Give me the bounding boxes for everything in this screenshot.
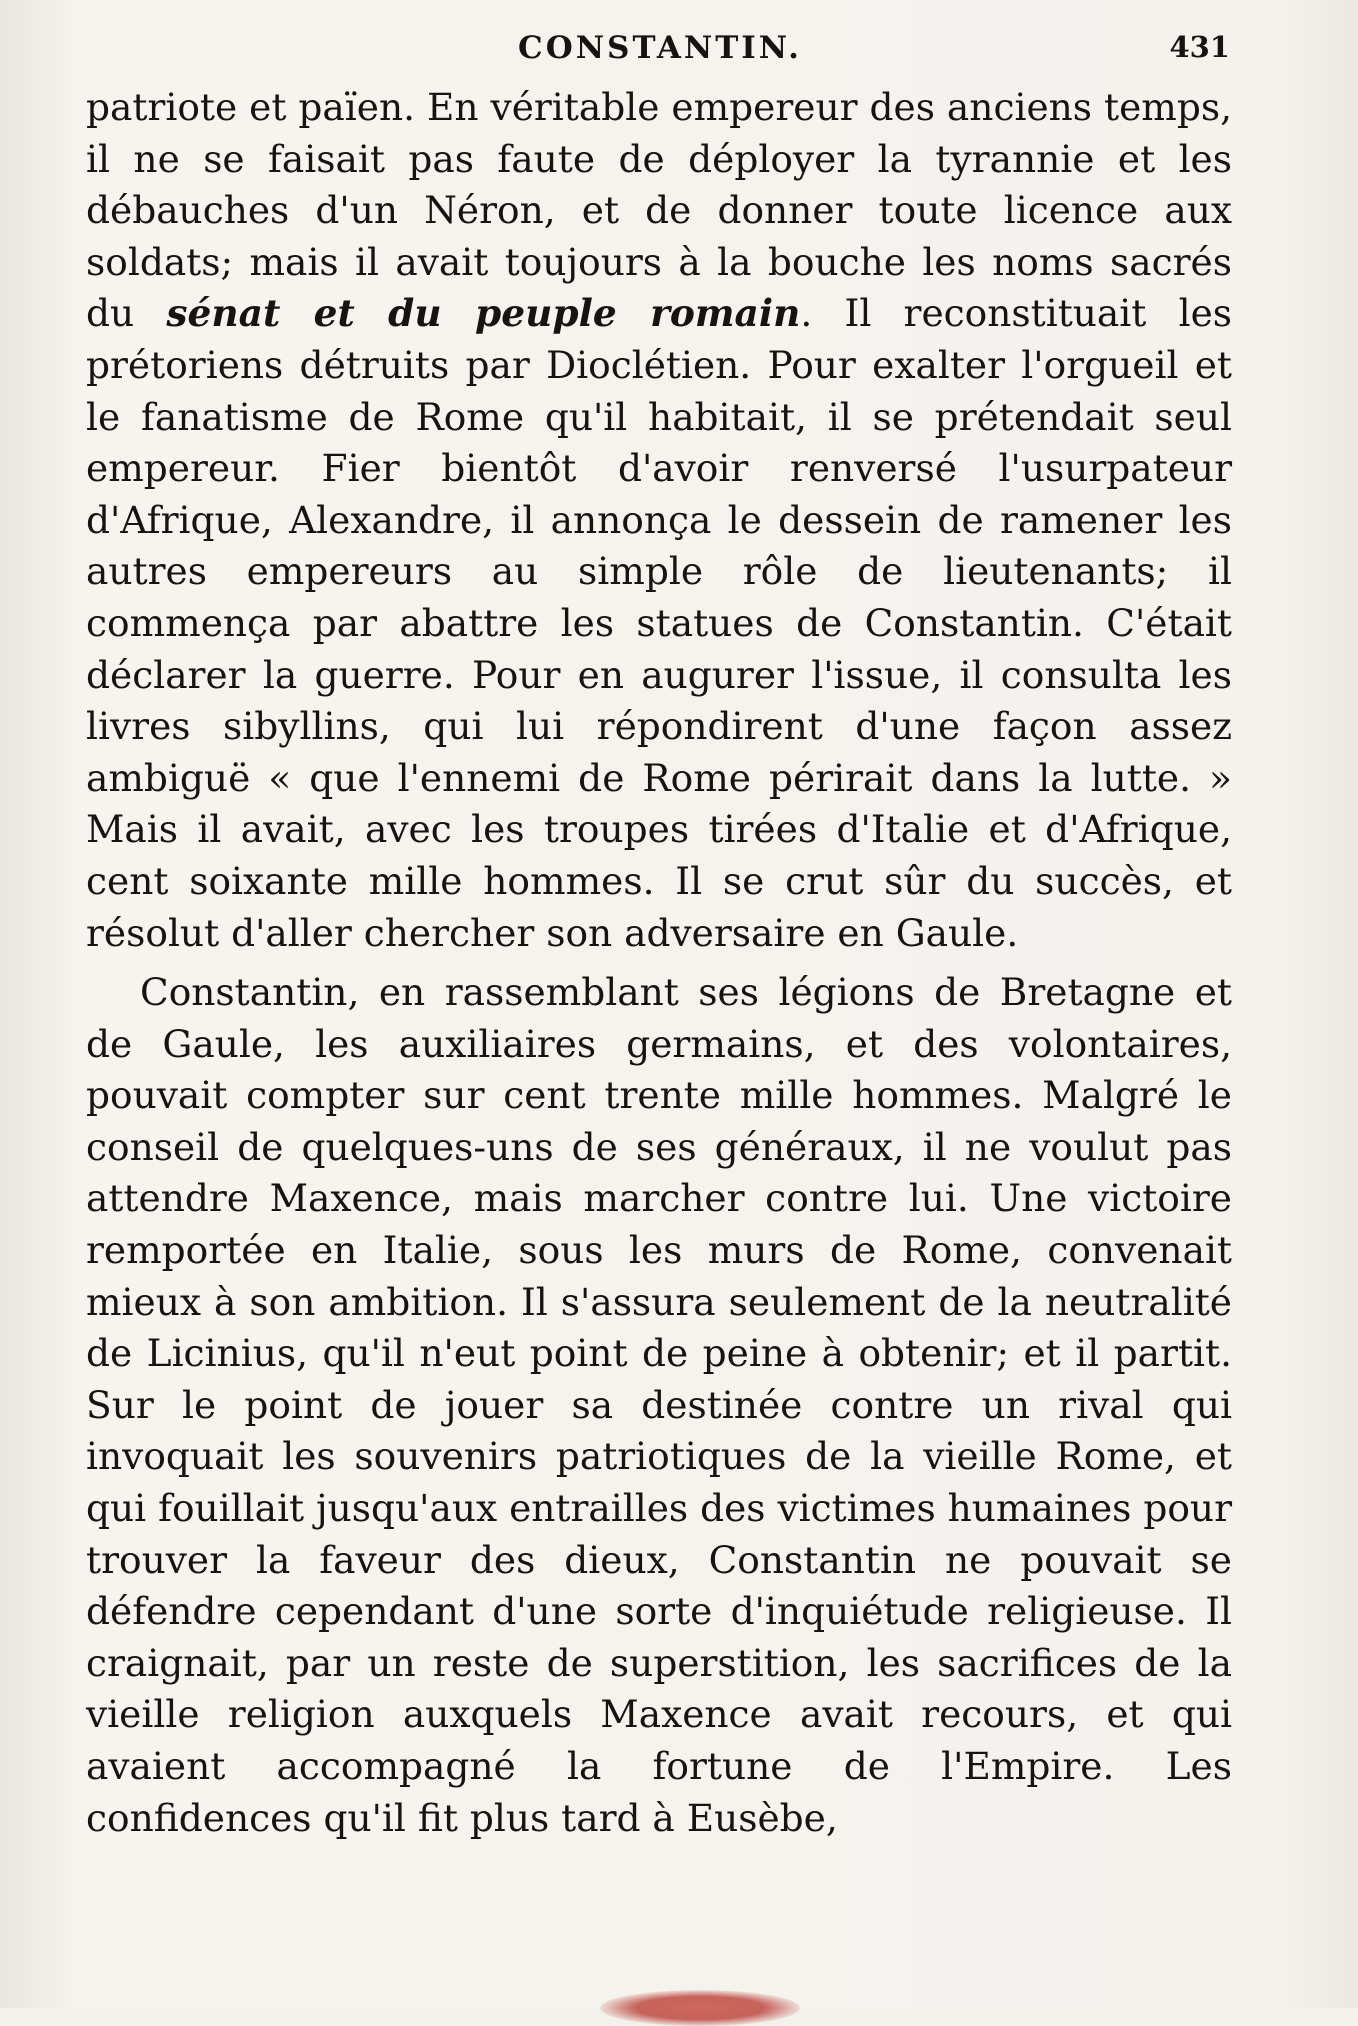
paragraph-1-text-start: patriote et païen. En véritable empereur des anciens temps, il ne se faisait pas faute de déployer la tyrannie et les débauches d'un Néron, et de donner toute licence aux soldats; mais il avait toujours à la bouche les noms sacrés du bbox=[86, 85, 1232, 336]
paragraph-1-text-end: . Il reconstituait les prétoriens détruits par Dioclétien. Pour exalter l'orgueil et le fanatisme de Rome qu'il habitait, il se prétendait seul empereur. Fier bientôt d'avoir renversé l'usurpateur d'Afrique, Alexandre, il annonça le dessein de ramener les autres empereurs au simple rôle de lieutenants; il commença par abattre les statues de Constantin. C'était déclarer la guerre. Pour en augurer l'issue, il consulta les livres sibyllins, qui lui répondirent d'une façon assez ambiguë « que l'ennemi de Rome périrait dans la lutte. » Mais il avait, avec les troupes tirées d'Italie et d'Afrique, cent soixante mille hommes. Il se crut sûr du succès, et résolut d'aller chercher son adversaire en Gaule. bbox=[86, 291, 1233, 955]
paragraph-2: Constantin, en rassemblant ses légions de Bretagne et de Gaule, les auxiliaires germains, et des volontaires, pouvait compter sur cent trente mille hommes. Malgré le conseil de quelques-uns de ses généraux, il ne voulut pas attendre Maxence, mais marcher contre lui. Une victoire remportée en Italie, sous les murs de Rome, convenait mieux à son ambition. Il s'assura seulement de la neutralité de Licinius, qu'il n'eut point de peine à obtenir; et il partit. Sur le point de jouer sa destinée contre un rival qui invoquait les souvenirs patriotiques de la vieille Rome, et qui fouillait jusqu'aux entrailles des victimes humaines pour trouver la faveur des dieux, Constantin ne pouvait se défendre cependant d'une sorte d'inquiétude religieuse. Il craignait, par un reste de superstition, les sacrifices de la vieille religion auxquels Maxence avait recours, et qui avaient accompagné la fortune de l'Empire. Les confidences qu'il fit plus tard à Eusèbe, bbox=[86, 970, 1233, 1840]
body-text bbox=[86, 82, 1232, 1844]
italic-phrase: sénat et du peuple romain bbox=[166, 291, 801, 336]
running-header bbox=[90, 30, 1230, 74]
running-title: CONSTANTIN. bbox=[518, 30, 802, 66]
red-ink-stain bbox=[600, 1990, 800, 2026]
page-number: 431 bbox=[1169, 30, 1230, 64]
paragraph-1 bbox=[86, 82, 1232, 959]
